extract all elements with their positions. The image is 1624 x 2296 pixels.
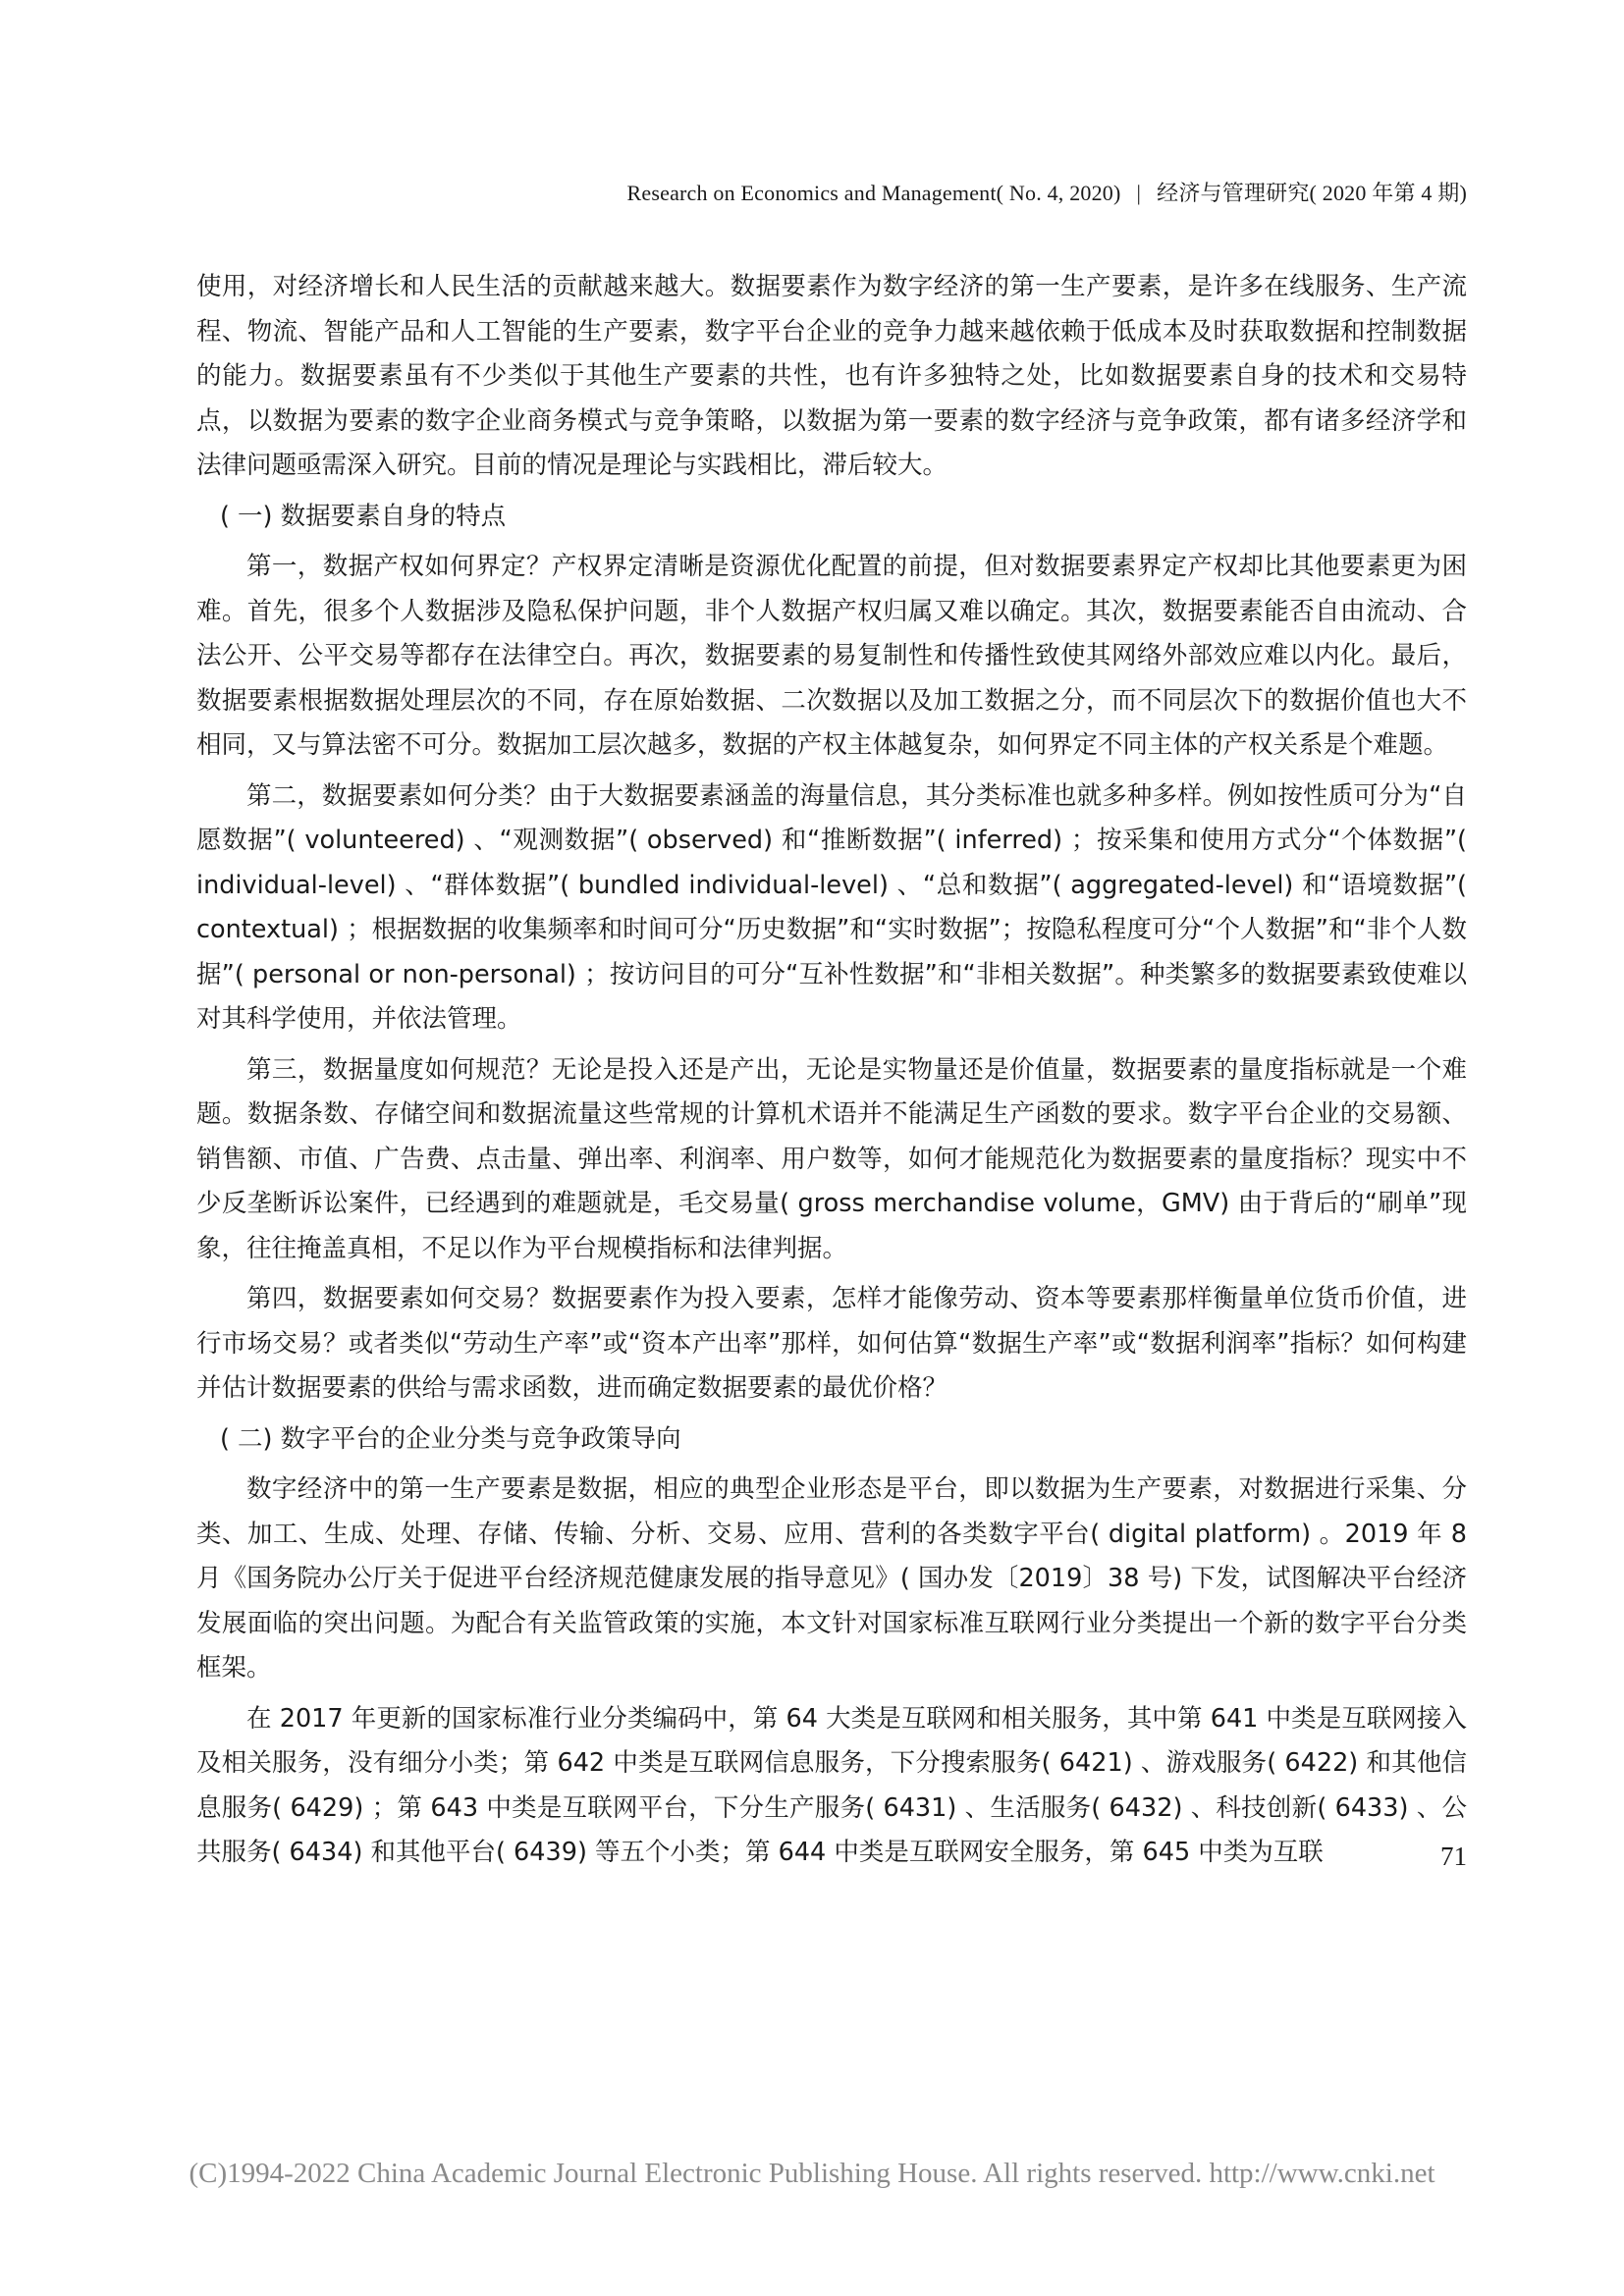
journal-title-cn: 经济与管理研究( 2020 年第 4 期)	[1157, 181, 1467, 205]
paragraph-property-rights: 第一，数据产权如何界定？产权界定清晰是资源优化配置的前提，但对数据要素界定产权却比其他要素更为困难。首先，很多个人数据涉及隐私保护问题，非个人数据产权归属又难以确定。其次，数据要素能否自由流动、合法公开、公平交易等都存在法律空白。再次，数据要素的易复制性和传播性致使其网络外部效应难以内化。最后，数据要素根据数据处理层次的不同，存在原始数据、二次数据以及加工数据之分，而不同层次下的数据价值也大不相同，又与算法密不可分。数据加工层次越多，数据的产权主体越复杂，如何界定不同主体的产权关系是个难题。	[196, 552, 1467, 760]
header-separator: |	[1136, 181, 1142, 205]
section-heading-1: ( 一) 数据要素自身的特点	[220, 501, 507, 531]
running-header	[196, 177, 1467, 207]
section-heading-2: ( 二) 数字平台的企业分类与竞争政策导向	[220, 1423, 681, 1454]
paragraph-industry-codes: 在 2017 年更新的国家标准行业分类编码中，第 64 大类是互联网和相关服务，其中第 641 中类是互联网接入及相关服务，没有细分小类；第 642 中类是互联网信息服务，下分搜索服务( 6421) 、游戏服务( 6422) 和其他信息服务( 6429) ；第 643 中类是互联网平台，下分生产服务( 6431) 、生活服务( 6432) 、科技创新( 6433) 、公共服务( 6434) 和其他平台( 6439) 等五个小类；第 644 中类是互联网安全服务，第 645 中类为互联	[196, 1703, 1467, 1867]
page-number: 71	[1440, 1842, 1467, 1871]
copyright-footer: (C)1994-2022 China Academic Journal Electronic Publishing House. All rights reserved. http://www.cnki.net	[189, 2158, 1435, 2189]
paragraph-digital-platform: 数字经济中的第一生产要素是数据，相应的典型企业形态是平台，即以数据为生产要素，对数据进行采集、分类、加工、生成、处理、存储、传输、分析、交易、应用、营利的各类数字平台( digital platform) 。2019 年 8 月《国务院办公厅关于促进平台经济规范健康发展的指导意见》( 国办发〔2019〕38 号) 下发，试图解决平台经济发展面临的突出问题。为配合有关监管政策的实施，本文针对国家标准互联网行业分类提出一个新的数字平台分类框架。	[196, 1474, 1467, 1682]
paragraph-continuation: 使用，对经济增长和人民生活的贡献越来越大。数据要素作为数字经济的第一生产要素，是许多在线服务、生产流程、物流、智能产品和人工智能的生产要素，数字平台企业的竞争力越来越依赖于低成本及时获取数据和控制数据的能力。数据要素虽有不少类似于其他生产要素的共性，也有许多独特之处，比如数据要素自身的技术和交易特点，以数据为要素的数字企业商务模式与竞争策略，以数据为第一要素的数字经济与竞争政策，都有诸多经济学和法律问题亟需深入研究。目前的情况是理论与实践相比，滞后较大。	[196, 272, 1467, 480]
journal-title-en: Research on Economics and Management( No. 4, 2020)	[626, 181, 1121, 205]
paragraph-measurement: 第三，数据量度如何规范？无论是投入还是产出，无论是实物量还是价值量，数据要素的量度指标就是一个难题。数据条数、存储空间和数据流量这些常规的计算机术语并不能满足生产函数的要求。数字平台企业的交易额、销售额、市值、广告费、点击量、弹出率、利润率、用户数等，如何才能规范化为数据要素的量度指标？现实中不少反垄断诉讼案件，已经遇到的难题就是，毛交易量( gross merchandise volume，GMV) 由于背后的“刷单”现象，往往掩盖真相，不足以作为平台规模指标和法律判据。	[196, 1054, 1467, 1263]
paragraph-classification: 第二，数据要素如何分类？由于大数据要素涵盖的海量信息，其分类标准也就多种多样。例如按性质可分为“自愿数据”( volunteered) 、“观测数据”( observed) 和“推断数据”( inferred) ；按采集和使用方式分“个体数据”( individual-level) 、“群体数据”( bundled individual-level) 、“总和数据”( aggregated-level) 和“语境数据”( contextual) ；根据数据的收集频率和时间可分“历史数据”和“实时数据”；按隐私程度可分“个人数据”和“非个人数据”( personal or non-personal) ；按访问目的可分“互补性数据”和“非相关数据”。种类繁多的数据要素致使难以对其科学使用，并依法管理。	[196, 780, 1467, 1034]
article-body	[196, 265, 1467, 1876]
paragraph-trading: 第四，数据要素如何交易？数据要素作为投入要素，怎样才能像劳动、资本等要素那样衡量单位货币价值，进行市场交易？或者类似“劳动生产率”或“资本产出率”那样，如何估算“数据生产率”或“数据利润率”指标？如何构建并估计数据要素的供给与需求函数，进而确定数据要素的最优价格？	[196, 1284, 1467, 1403]
